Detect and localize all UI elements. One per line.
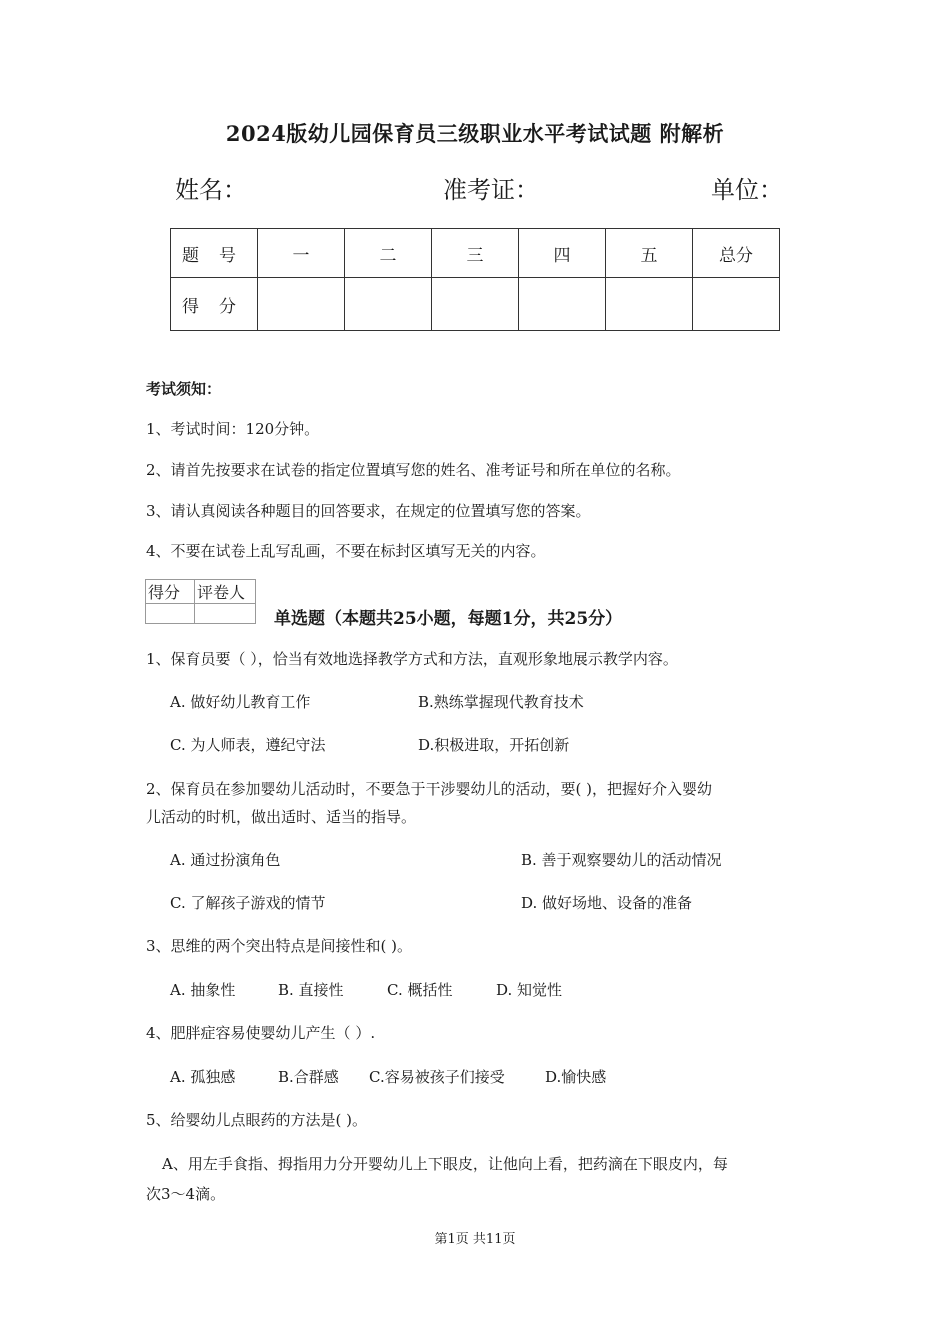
question-3-option-c: C. 概括性 <box>387 981 453 999</box>
column-3: 三 <box>432 229 519 278</box>
question-1-option-d: D.积极进取，开拓创新 <box>418 736 570 754</box>
grader-score-label: 得分 <box>146 580 195 604</box>
page-title: 2024版幼儿园保育员三级职业水平考试试题 附解析 <box>225 121 725 146</box>
question-1-stem: 1、保育员要（ ），恰当有效地选择教学方式和方法，直观形象地展示教学内容。 <box>146 650 678 668</box>
question-1-option-c: C. 为人师表，遵纪守法 <box>170 736 326 754</box>
question-5-option-a: A、用左手食指、拇指用力分开婴幼儿上下眼皮，让他向上看，把药滴在下眼皮内，每 <box>162 1155 728 1173</box>
unit-field-label: 单位： <box>711 176 783 204</box>
section-title: 单选题（本题共25小题，每题1分，共25分） <box>274 609 623 629</box>
question-3-option-b: B. 直接性 <box>278 981 344 999</box>
grader-score-cell <box>146 604 195 624</box>
question-1-option-b: B.熟练掌握现代教育技术 <box>418 693 584 711</box>
score-cell <box>345 278 432 331</box>
score-table-score-row <box>171 278 780 331</box>
question-4-stem: 4、肥胖症容易使婴幼儿产生（ ）. <box>146 1024 376 1042</box>
column-5: 五 <box>606 229 693 278</box>
question-5-stem: 5、给婴幼儿点眼药的方法是( )。 <box>146 1111 368 1129</box>
notice-item: 3、请认真阅读各种题目的回答要求，在规定的位置填写您的答案。 <box>146 502 591 520</box>
score-cell <box>258 278 345 331</box>
question-2-stem: 2、保育员在参加婴幼儿活动时，不要急于干涉婴幼儿的活动，要( )，把握好介入婴幼 <box>146 780 713 798</box>
score-cell <box>693 278 780 331</box>
notice-heading: 考试须知： <box>146 380 222 398</box>
question-4-option-b: B.合群感 <box>278 1068 339 1086</box>
question-3-option-d: D. 知觉性 <box>496 981 563 999</box>
exam-id-field-label: 准考证： <box>443 176 539 204</box>
score-table-header-row <box>171 229 780 278</box>
grader-name-cell <box>195 604 256 624</box>
column-1: 一 <box>258 229 345 278</box>
score-cell <box>519 278 606 331</box>
grader-name-label: 评卷人 <box>195 580 256 604</box>
question-4-option-d: D.愉快感 <box>545 1068 607 1086</box>
notice-item: 4、不要在试卷上乱写乱画，不要在标封区填写无关的内容。 <box>146 542 546 560</box>
score-table <box>170 228 780 331</box>
question-2-option-b: B. 善于观察婴幼儿的活动情况 <box>521 851 722 869</box>
score-cell <box>606 278 693 331</box>
notice-item: 2、请首先按要求在试卷的指定位置填写您的姓名、准考证号和所在单位的名称。 <box>146 461 681 479</box>
question-3-stem: 3、思维的两个突出特点是间接性和( )。 <box>146 937 413 955</box>
question-2-stem-cont: 儿活动的时机，做出适时、适当的指导。 <box>146 808 417 826</box>
question-2-option-d: D. 做好场地、设备的准备 <box>521 894 693 912</box>
score-label: 得分 <box>171 278 258 331</box>
question-2-option-a: A. 通过扮演角色 <box>170 851 281 869</box>
column-4: 四 <box>519 229 606 278</box>
grader-box <box>145 579 256 624</box>
score-cell <box>432 278 519 331</box>
question-5-option-a-cont: 次3～4滴。 <box>146 1185 226 1203</box>
notice-item: 1、考试时间：120分钟。 <box>146 420 320 438</box>
question-4-option-c: C.容易被孩子们接受 <box>369 1068 505 1086</box>
question-number-label: 题号 <box>171 229 258 278</box>
question-4-option-a: A. 孤独感 <box>170 1068 236 1086</box>
column-total: 总分 <box>693 229 780 278</box>
question-2-option-c: C. 了解孩子游戏的情节 <box>170 894 326 912</box>
question-3-option-a: A. 抽象性 <box>170 981 236 999</box>
column-2: 二 <box>345 229 432 278</box>
name-field-label: 姓名： <box>175 176 247 204</box>
question-1-option-a: A. 做好幼儿教育工作 <box>170 693 311 711</box>
page-footer: 第1页 共11页 <box>434 1232 516 1247</box>
